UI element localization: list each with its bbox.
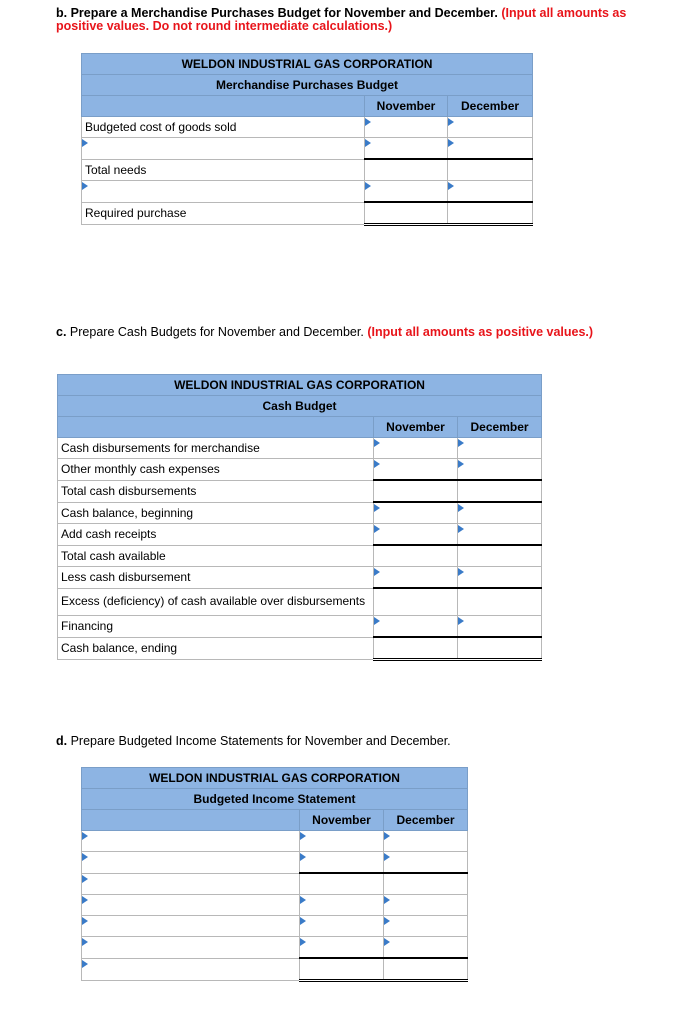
november-input[interactable] xyxy=(374,480,458,502)
statement-title: Budgeted Income Statement xyxy=(82,789,468,810)
income-statement-table xyxy=(81,767,468,982)
december-input[interactable] xyxy=(458,480,542,502)
row-label-input[interactable] xyxy=(82,916,300,937)
november-input[interactable] xyxy=(374,524,458,546)
november-input[interactable] xyxy=(365,138,448,160)
november-input[interactable] xyxy=(374,545,458,567)
row-label: Cash balance, beginning xyxy=(58,502,374,524)
budget-title: Merchandise Purchases Budget xyxy=(82,75,533,96)
part-c-instructions xyxy=(56,326,656,339)
row-label: Add cash receipts xyxy=(58,524,374,546)
col-december: December xyxy=(448,96,533,117)
header-blank xyxy=(82,96,365,117)
november-input[interactable] xyxy=(374,637,458,660)
december-input[interactable] xyxy=(448,181,533,203)
november-input[interactable] xyxy=(300,958,384,981)
november-input[interactable] xyxy=(374,567,458,589)
november-input[interactable] xyxy=(374,588,458,616)
december-input[interactable] xyxy=(458,502,542,524)
company-name: WELDON INDUSTRIAL GAS CORPORATION xyxy=(82,54,533,75)
part-b-label: b. xyxy=(56,6,68,20)
row-label: Excess (deficiency) of cash available over disbursements xyxy=(58,588,374,616)
header-blank xyxy=(82,810,300,831)
part-c-text: Prepare Cash Budgets for November and December. xyxy=(69,325,364,339)
december-input[interactable] xyxy=(384,958,468,981)
row-label: Cash disbursements for merchandise xyxy=(58,438,374,459)
row-label: Other monthly cash expenses xyxy=(58,459,374,481)
col-december: December xyxy=(458,417,542,438)
budget-title: Cash Budget xyxy=(58,396,542,417)
december-input[interactable] xyxy=(448,202,533,225)
november-input[interactable] xyxy=(300,916,384,937)
december-input[interactable] xyxy=(458,588,542,616)
december-input[interactable] xyxy=(384,852,468,874)
part-b-text: Prepare a Merchandise Purchases Budget for November and December. xyxy=(70,6,498,20)
cash-budget-table xyxy=(57,374,542,661)
december-input[interactable] xyxy=(384,831,468,852)
december-input[interactable] xyxy=(458,567,542,589)
col-december: December xyxy=(384,810,468,831)
november-input[interactable] xyxy=(365,117,448,138)
november-input[interactable] xyxy=(365,159,448,181)
row-label-input[interactable] xyxy=(82,852,300,874)
december-input[interactable] xyxy=(458,459,542,481)
december-input[interactable] xyxy=(448,117,533,138)
november-input[interactable] xyxy=(365,202,448,225)
november-input[interactable] xyxy=(300,895,384,916)
part-d-text: Prepare Budgeted Income Statements for November and December. xyxy=(70,734,451,748)
november-input[interactable] xyxy=(374,616,458,638)
november-input[interactable] xyxy=(300,873,384,895)
purchases-budget-table xyxy=(81,53,533,226)
november-input[interactable] xyxy=(300,852,384,874)
row-label: Cash balance, ending xyxy=(58,637,374,660)
row-label: Budgeted cost of goods sold xyxy=(82,117,365,138)
november-input[interactable] xyxy=(374,438,458,459)
row-label-input[interactable] xyxy=(82,873,300,895)
row-label-input[interactable] xyxy=(82,181,365,203)
row-label-input[interactable] xyxy=(82,831,300,852)
november-input[interactable] xyxy=(300,831,384,852)
row-label: Required purchase xyxy=(82,202,365,225)
december-input[interactable] xyxy=(448,159,533,181)
november-input[interactable] xyxy=(374,502,458,524)
december-input[interactable] xyxy=(458,545,542,567)
part-d-instructions xyxy=(56,735,656,748)
part-b-instructions xyxy=(56,7,638,33)
row-label-input[interactable] xyxy=(82,895,300,916)
december-input[interactable] xyxy=(384,916,468,937)
header-blank xyxy=(58,417,374,438)
december-input[interactable] xyxy=(384,895,468,916)
part-b-note: (Input all amounts as positive values. Do not round intermediate calculations.) xyxy=(56,6,627,33)
part-c-note: (Input all amounts as positive values.) xyxy=(367,325,594,339)
december-input[interactable] xyxy=(384,937,468,959)
company-name: WELDON INDUSTRIAL GAS CORPORATION xyxy=(82,768,468,789)
part-d-label: d. xyxy=(56,734,68,748)
row-label: Total cash available xyxy=(58,545,374,567)
row-label-input[interactable] xyxy=(82,138,365,160)
row-label: Less cash disbursement xyxy=(58,567,374,589)
november-input[interactable] xyxy=(365,181,448,203)
december-input[interactable] xyxy=(458,524,542,546)
december-input[interactable] xyxy=(458,616,542,638)
company-name: WELDON INDUSTRIAL GAS CORPORATION xyxy=(58,375,542,396)
col-november: November xyxy=(300,810,384,831)
december-input[interactable] xyxy=(448,138,533,160)
row-label: Financing xyxy=(58,616,374,638)
row-label-input[interactable] xyxy=(82,958,300,981)
col-november: November xyxy=(374,417,458,438)
december-input[interactable] xyxy=(458,637,542,660)
part-c-label: c. xyxy=(56,325,67,339)
col-november: November xyxy=(365,96,448,117)
december-input[interactable] xyxy=(458,438,542,459)
november-input[interactable] xyxy=(374,459,458,481)
row-label-input[interactable] xyxy=(82,937,300,959)
row-label: Total needs xyxy=(82,159,365,181)
november-input[interactable] xyxy=(300,937,384,959)
december-input[interactable] xyxy=(384,873,468,895)
row-label: Total cash disbursements xyxy=(58,480,374,502)
